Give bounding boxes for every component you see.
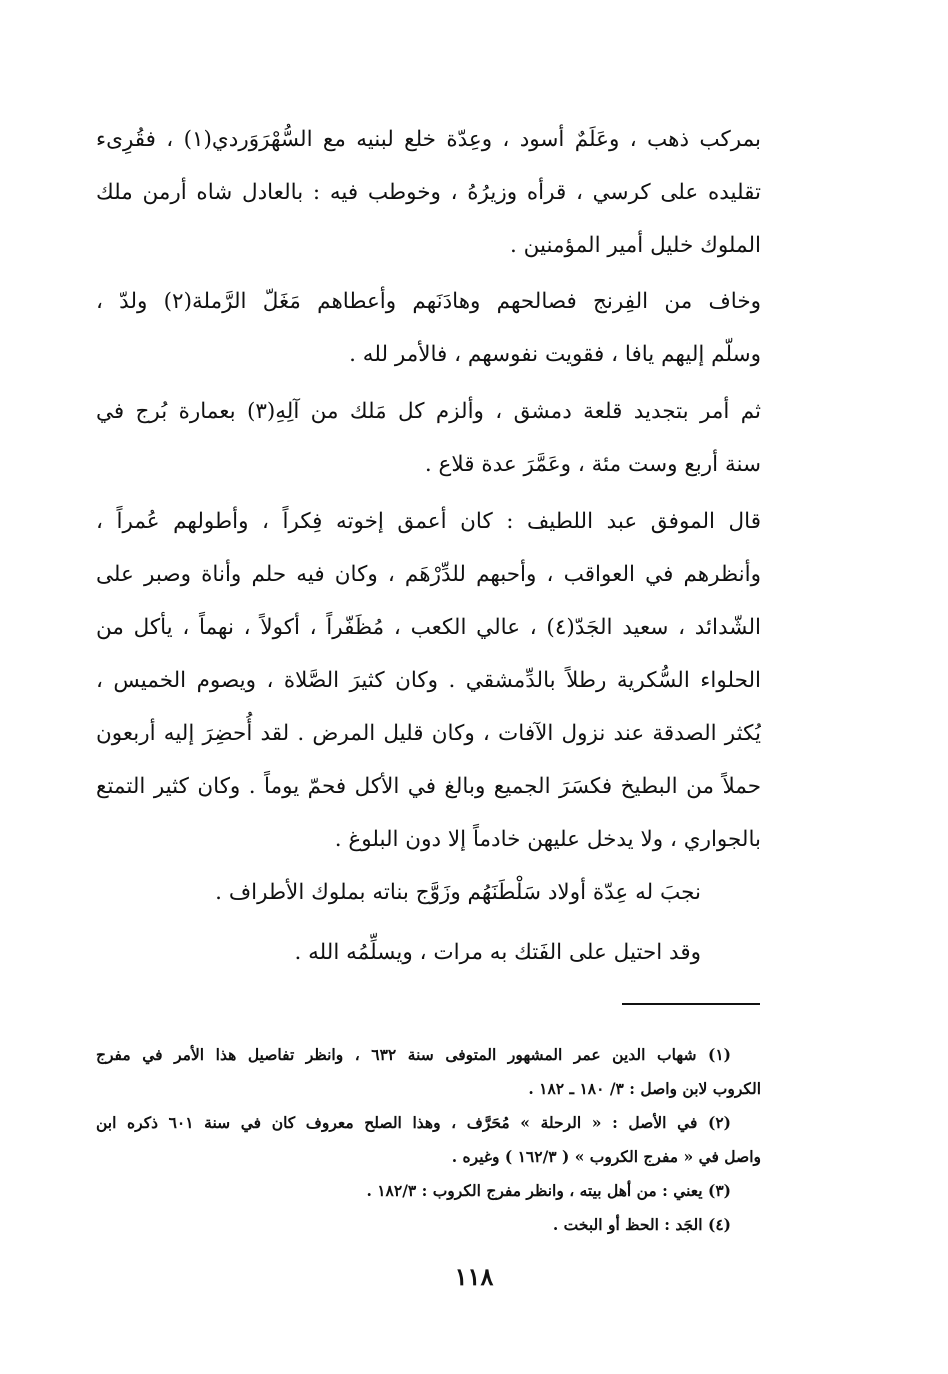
paragraph-6 <box>96 926 701 979</box>
paragraph-1 <box>96 113 761 272</box>
text-line: بمركب ذهب ، وعَلَمٌ أسود ، وعِدّة خلع لبنيه مع السُّهْرَوَردي(١) ، فقُرِىء <box>96 127 761 152</box>
text-line: ثم أمر بتجديد قلعة دمشق ، وألزم كل مَلك من آلِهِ(٣) بعمارة بُرج في <box>96 399 761 424</box>
text-line: قال الموفق عبد اللطيف : كان أعمق إخوته فِكراً ، وأطولهم عُمراً ، <box>96 509 761 534</box>
text-line: يُكثر الصدقة عند نزول الآفات ، وكان قليل المرض . لقد أُحضِرَ إليه أربعون <box>96 721 761 746</box>
footnote-line: (١) شهاب الدين عمر المشهور المتوفى سنة ٦٣٢ ، وانظر تفاصيل هذا الأمر في مفرج <box>96 1045 731 1064</box>
text-line: الحلواء السُّكرية رطلاً بالدِّمشقي . وكان كثيرَ الصَّلاة ، ويصوم الخميس ، <box>96 668 761 693</box>
paragraph-4 <box>96 495 761 866</box>
text-line: وخاف من الفِرنج فصالحهم وهادَنَهم وأعطاهم مَغَلّ الرَّملة(٢) ولدّ ، <box>96 289 761 314</box>
footnote-separator <box>622 1003 760 1005</box>
text-line: وأنظرهم في العواقب ، وأحبهم للدِّرْهَم ، وكان فيه حلم وأناة وصبر على <box>96 562 761 587</box>
text-line: وسلّم إليهم يافا ، فقويت نفوسهم ، فالأمر لله . <box>349 342 761 367</box>
text-line: سنة أربع وست مئة ، وعَمَّرَ عدة قلاع . <box>424 452 761 477</box>
text-line: وقد احتيل على الفَتك به مرات ، ويسلِّمُه الله . <box>294 940 701 965</box>
text-line: حملاً من البطيخ فكسَرَ الجميع وبالغ في الأكل فحمّ يوماً . وكان كثير التمتع <box>96 774 761 799</box>
paragraph-5 <box>96 866 701 919</box>
footnote-line: الكروب لابن واصل : ٣/ ١٨٠ ـ ١٨٢ . <box>528 1079 761 1098</box>
footnote-2 <box>96 1106 761 1174</box>
footnote-line: واصل في « مفرج الكروب » ( ١٦٢/٣ ) وغيره . <box>451 1147 761 1166</box>
text-line: بالجواري ، ولا يدخل عليهن خادماً إلا دون البلوغ . <box>334 827 761 852</box>
paragraph-3 <box>96 385 761 491</box>
text-line: نجبَ له عِدّة أولاد سَلْطَنَهُم وزَوَّج بناته بملوك الأطراف . <box>215 880 701 905</box>
text-line: تقليده على كرسي ، قرأه وزيرُهُ ، وخوطب فيه : بالعادل شاه أرمن ملك <box>96 180 761 205</box>
page-number: ١١٨ <box>454 1262 494 1291</box>
footnote-line: (٣) يعني : من أهل بيته ، وانظر مفرج الكروب : ١٨٢/٣ . <box>366 1181 731 1200</box>
footnote-4 <box>96 1208 761 1242</box>
text-line: الملوك خليل أمير المؤمنين . <box>509 233 761 258</box>
paragraph-2 <box>96 275 761 381</box>
footnote-line: (٢) في الأصل : « الرحلة » مُحَرَّف ، وهذا الصلح معروف كان في سنة ٦٠١ ذكره ابن <box>96 1113 732 1132</box>
footnote-3 <box>96 1174 761 1208</box>
footnote-line: (٤) الجَد : الحظ أو البخت . <box>552 1215 731 1234</box>
text-line: الشّدائد ، سعيد الجَدّ(٤) ، عالي الكعب ، مُظَفّراً ، أكولاً ، نهماً ، يأكل من <box>96 615 761 640</box>
footnote-1 <box>96 1038 761 1106</box>
